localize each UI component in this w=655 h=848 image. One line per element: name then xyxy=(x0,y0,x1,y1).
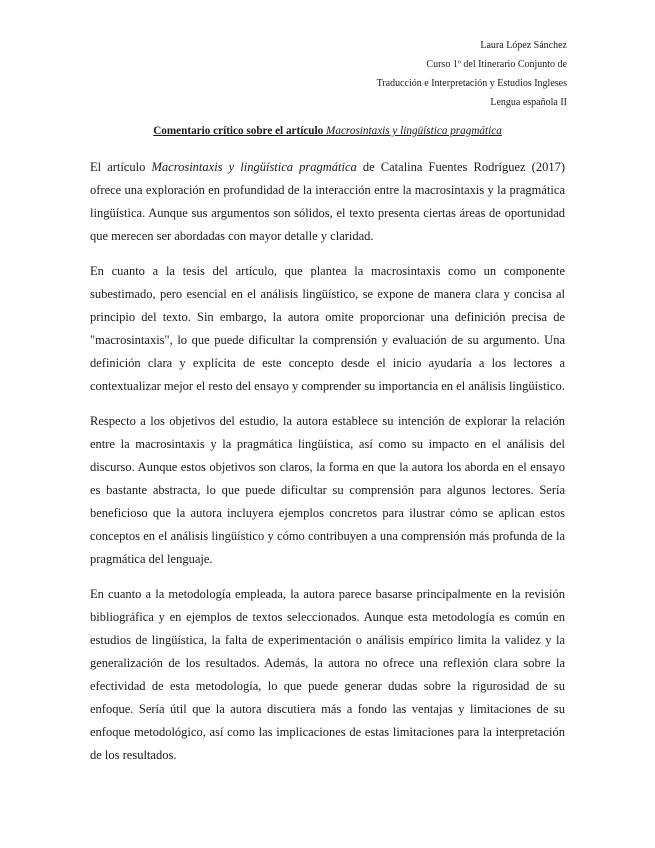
paragraph-1-article-title: Macrosintaxis y lingüística pragmática xyxy=(151,160,357,174)
paragraph-2: En cuanto a la tesis del artículo, que plantea la macrosintaxis como un componente subestimado, pero esencial en el análisis lingüístico, se expone de manera clara y concisa al principio del texto. Sin embargo, la autora omite proporcionar una definición precisa de "macrosintaxis", lo que puede dificultar la comprensión y evaluación de su argumento. Una definición clara y explícita de este concepto desde el inicio ayudaría a los lectores a contextualizar mejor el resto del ensayo y comprender su importancia en el análisis lingüístico. xyxy=(90,264,565,393)
paragraph-1-rest: de Catalina Fuentes Rodríguez (2017) ofrece una exploración en profundidad de la interacción entre la macrosintaxis y la pragmática lingüística. Aunque sus argumentos son sólidos, el texto presenta ciertas áreas de oportunidad que merecen ser abordadas con mayor detalle y claridad. xyxy=(90,160,565,243)
program-line: Traducción e Interpretación y Estudios Ingleses xyxy=(376,78,567,89)
subject-line: Lengua española II xyxy=(490,97,567,108)
paragraph-3: Respecto a los objetivos del estudio, la autora establece su intención de explorar la relación entre la macrosintaxis y la pragmática lingüística, así como su impacto en el análisis del discurso. Aunque estos objetivos son claros, la forma en que la autora los aborda en el ensayo es bastante abstracta, lo que puede dificultar su comprensión para algunos lectores. Sería beneficioso que la autora incluyera ejemplos concretos para ilustrar cómo se aplican estos conceptos en el análisis lingüístico y cómo contribuyen a una comprensión más profunda de la pragmática del lenguaje. xyxy=(90,414,565,566)
paragraph-4: En cuanto a la metodología empleada, la autora parece basarse principalmente en la revisión bibliográfica y en ejemplos de textos seleccionados. Aunque esta metodología es común en estudios de lingüística, la falta de experimentación o análisis empírico limita la validez y la generalización de los resultados. Además, la autora no ofrece una reflexión clara sobre la efectividad de esta metodología, lo que puede generar dudas sobre la rigurosidad de su enfoque. Sería útil que la autora discutiera más a fondo las ventajas y limitaciones de su enfoque metodológico, así como las implicaciones de estas limitaciones para la interpretación de los resultados. xyxy=(90,587,565,762)
document-body xyxy=(90,156,565,779)
paragraph-1-intro: El artículo xyxy=(90,160,152,174)
document-title xyxy=(90,125,565,137)
header-block xyxy=(377,36,567,112)
title-prefix: Comentario crítico sobre el artículo xyxy=(153,125,327,137)
course-line: Curso 1º del Itinerario Conjunto de xyxy=(426,59,567,70)
paragraph-1 xyxy=(90,156,565,248)
author-name: Laura López Sánchez xyxy=(480,40,567,51)
title-article-name: Macrosintaxis y lingüística pragmática xyxy=(326,125,502,137)
